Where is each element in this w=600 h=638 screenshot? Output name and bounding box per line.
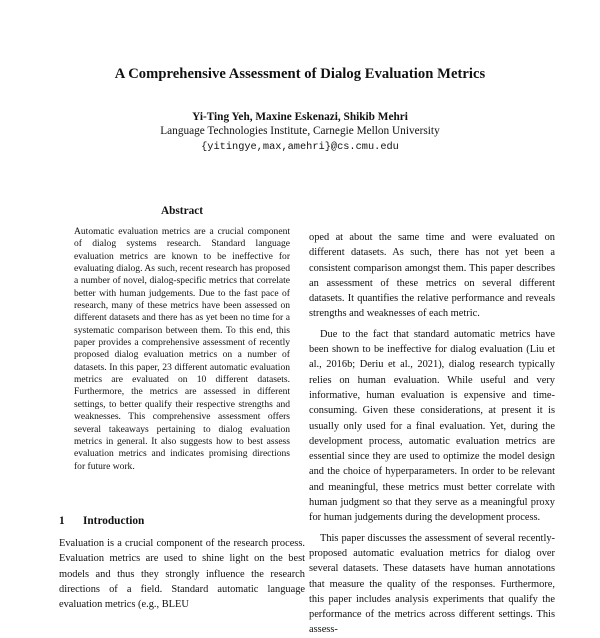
body-paragraph-2: Due to the fact that standard automatic metrics have been shown to be ineffective for dialog evaluation (Liu et al., 2016b; Deriu et al., 2021), dialog research typically relies on human evaluation. While useful and very informative, human evaluation is expensive and time-consuming. Given these considerations, at present it is usually only used for a final evaluation. Yet, during the development process, automatic evaluation metrics are essential since they are used to optimize the model design and the choice of hyperparameters. In order to be relevant and meaningful, these metrics must better correlate with human judgment so that they serve as a meaningful proxy for human judgements during the development process. bbox=[309, 328, 555, 524]
author-list: Yi-Ting Yeh, Maxine Eskenazi, Shikib Mehri bbox=[192, 111, 408, 123]
introduction-text: Evaluation is a crucial component of the research process. Evaluation metrics are used to shine light on the best models and thus they strongly influence the research directions of a field. Standard automatic language evaluation metrics (e.g., BLEU bbox=[59, 538, 305, 611]
author-affiliation: Language Technologies Institute, Carnegie Mellon University bbox=[160, 125, 440, 137]
body-paragraph-1: oped at about the same time and were evaluated on different datasets. As such, there has not yet been a consistent comparison amongst them. This paper describes an assessment of these metrics on several different datasets. It quantifies the relative performance and reveals strengths and weaknesses of each metric. bbox=[309, 232, 555, 320]
abstract-text: Automatic evaluation metrics are a crucial component of dialog systems research. Standard language evaluation metrics are known to be ineffective for evaluating dialog. As such, recent research has proposed a number of novel, dialog-specific metrics that correlate better with human judgements. Due to the fast pace of research, many of these metrics have been assessed on different datasets and there has as yet been no time for a systematic comparison between them. To this end, this paper provides a comprehensive assessment of recently proposed dialog evaluation metrics on a number of datasets. In this paper, 23 different automatic evaluation metrics are evaluated on 10 different datasets. Furthermore, the metrics are assessed in different settings, to better qualify their respective strengths and weaknesses. This comprehensive assessment offers several takeaways pertaining to dialog evaluation metrics in general. It also suggests how to best assess evaluation metrics and indicates promising directions for future work. bbox=[74, 226, 290, 472]
body-paragraph-3: This paper discusses the assessment of several recently-proposed automatic evaluation metrics for dialog over several datasets. These datasets have human annotations that measure the quality of the responses. Furthermore, this paper includes analysis experiments that qualify the performance of the metrics across different settings. This assess- bbox=[309, 532, 555, 636]
introduction-heading bbox=[59, 515, 144, 527]
section-number: 1 bbox=[59, 515, 65, 527]
author-email: {yitingye,max,amehri}@cs.cmu.edu bbox=[201, 141, 399, 153]
paper-title: A Comprehensive Assessment of Dialog Evaluation Metrics bbox=[114, 66, 486, 82]
right-column bbox=[309, 230, 555, 638]
section-title: Introduction bbox=[83, 515, 145, 527]
abstract-heading: Abstract bbox=[160, 205, 204, 217]
